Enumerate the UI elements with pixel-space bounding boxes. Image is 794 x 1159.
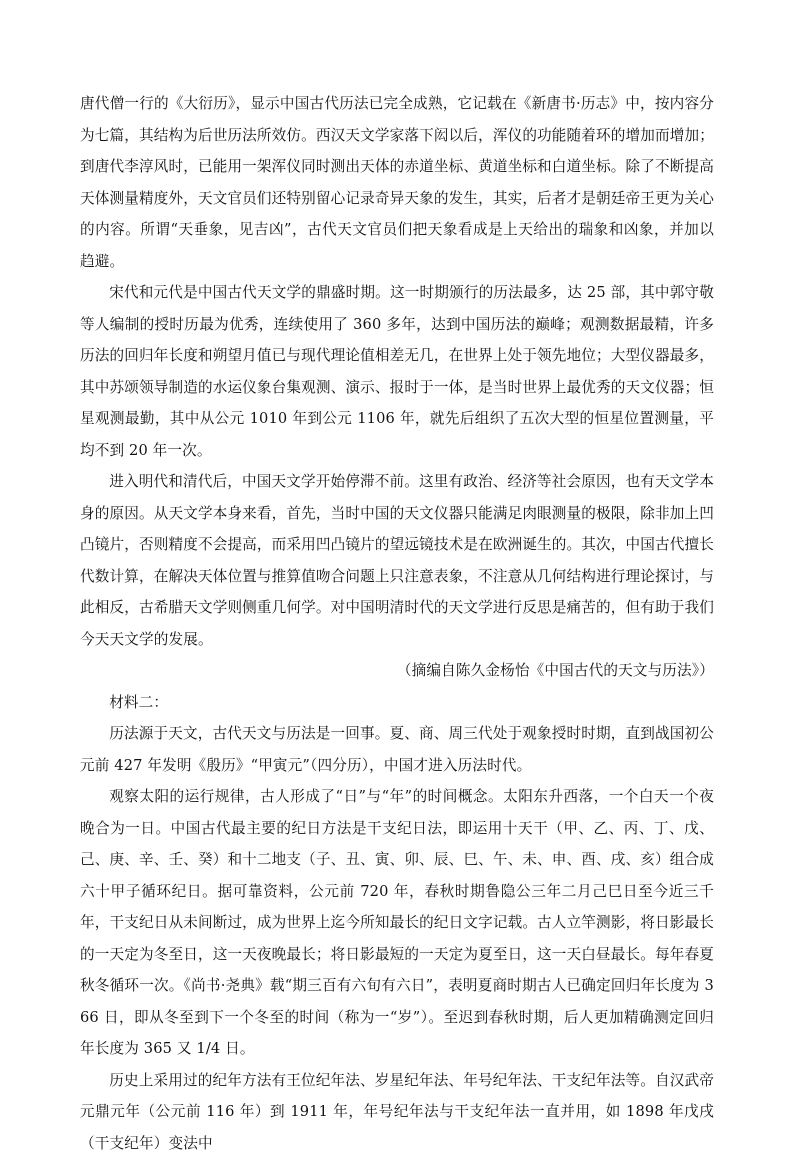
- paragraph-tang-calendar: 唐代僧一行的《大衍历》，显示中国古代历法已完全成熟，它记载在《新唐书·历志》中，按内容分为七篇，其结构为后世历法所效仿。西汉天文学家落下闳以后，浑仪的功能随着环的增加而增加；到唐代李淳风时，已能用一架浑仪同时测出天体的赤道坐标、黄道坐标和白道坐标。除了不断提高天体测量精度外，天文官员们还特别留心记录奇异天象的发生，其实，后者才是朝廷帝王更为关心的内容。所谓“天垂象，见吉凶”，古代天文官员们把天象看成是上天给出的瑞象和凶象，并加以趋避。: [80, 88, 714, 277]
- paragraph-year-numbering: 历史上采用过的纪年方法有王位纪年法、岁星纪年法、年号纪年法、干支纪年法等。自汉武帝元鼎元年（公元前 116 年）到 1911 年，年号纪年法与干支纪年法一直并用，如 1898 年戊戌（干支纪年）变法中: [80, 1065, 714, 1159]
- material-two-label: 材料二：: [80, 687, 714, 719]
- document-body: [80, 88, 714, 1159]
- paragraph-calendar-origin: 历法源于天文，古代天文与历法是一回事。夏、商、周三代处于观象授时时期，直到战国初公元前 427 年发明《殷历》“甲寅元”（四分历），中国才进入历法时代。: [80, 718, 714, 781]
- paragraph-ming-qing-stagnation: 进入明代和清代后，中国天文学开始停滞不前。这里有政治、经济等社会原因，也有天文学本身的原因。从天文学本身来看，首先，当时中国的天文仪器只能满足肉眼测量的极限，除非加上凹凸镜片，否则精度不会提高，而采用凹凸镜片的望远镜技术是在欧洲诞生的。其次，中国古代擅长代数计算，在解决天体位置与推算值吻合问题上只注意表象，不注意从几何结构进行理论探讨，与此相反，古希腊天文学则侧重几何学。对中国明清时代的天文学进行反思是痛苦的，但有助于我们今天天文学的发展。: [80, 466, 714, 655]
- paragraph-day-year-concept: 观察太阳的运行规律，古人形成了“日”与“年”的时间概念。太阳东升西落，一个白天一个夜晚合为一日。中国古代最主要的纪日方法是干支纪日法，即运用十天干（甲、乙、丙、丁、戊、己、庚、辛、壬、癸）和十二地支（子、丑、寅、卯、辰、巳、午、未、申、酉、戌、亥）组合成六十甲子循环纪日。据可靠资料，公元前 720 年，春秋时期鲁隐公三年二月己巳日至今近三千年，干支纪日从未间断过，成为世界上迄今所知最长的纪日文字记载。古人立竿测影，将日影最长的一天定为冬至日，这一天夜晚最长；将日影最短的一天定为夏至日，这一天白昼最长。每年春夏秋冬循环一次。《尚书·尧典》载“期三百有六旬有六日”，表明夏商时期古人已确定回归年长度为 366 日，即从冬至到下一个冬至的时间（称为一“岁”）。至迟到春秋时期，后人更加精确测定回归年长度为 365 又 1/4 日。: [80, 781, 714, 1065]
- source-citation: （摘编自陈久金杨怡《中国古代的天文与历法》）: [80, 655, 714, 687]
- paragraph-song-yuan-peak: 宋代和元代是中国古代天文学的鼎盛时期。这一时期颁行的历法最多，达 25 部，其中郭守敬等人编制的授时历最为优秀，连续使用了 360 多年，达到中国历法的巅峰；观测数据最精，许多历法的回归年长度和朔望月值已与现代理论值相差无几，在世界上处于领先地位；大型仪器最多，其中苏颂领导制造的水运仪象台集观测、演示、报时于一体，是当时世界上最优秀的天文仪器；恒星观测最勤，其中从公元 1010 年到公元 1106 年，就先后组织了五次大型的恒星位置测量，平均不到 20 年一次。: [80, 277, 714, 466]
